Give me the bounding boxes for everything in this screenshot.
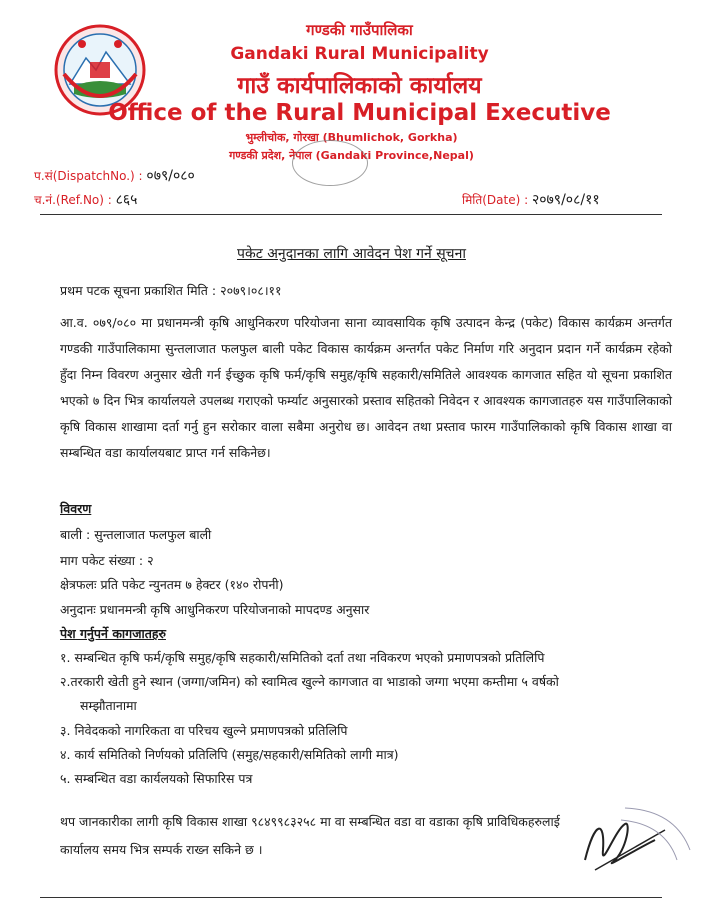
office-name-nepali: गाउँ कार्यपालिकाको कार्यालय (237, 73, 482, 99)
dispatch-number-label: प.सं(DispatchNo.) : (34, 169, 143, 183)
document-item: ३. निवेदकको नागरिकता वा परिचय खुल्ने प्रमाणपत्रको प्रतिलिपि (60, 723, 348, 738)
document-item: ४. कार्य समितिको निर्णयको प्रतिलिपि (समुह/सहकारी/समितिको लागी मात्र) (60, 747, 399, 762)
office-name-english: Office of the Rural Municipal Executive (108, 100, 611, 126)
date-label: मिति(Date) : (462, 193, 529, 207)
officer-signature-stamp (565, 800, 695, 880)
footer-divider (40, 897, 662, 898)
address-line-1: भुम्लीचोक, गोरखा (Bhumlichok, Gorkha) (245, 131, 458, 144)
address-line-2: गण्डकी प्रदेश, नेपाल (Gandaki Province,Nepal) (229, 149, 474, 162)
notice-body: आ.व. ०७९/०८० मा प्रधानमन्त्री कृषि आधुनिकरण परियोजना साना व्यावसायिक कृषि उत्पादन केन्द्र (पकेट) विकास कार्यक्रम अन्तर्गत गण्डकी गाउँपालिकामा सुन्तलाजात फलफुल बाली पकेट विकास कार्यक्रम अन्तर्गत पकेट निर्माण गरि अनुदान प्रदान गर्ने कार्यक्रम रहेको हुँदा निम्न विवरण अनुसार खेती गर्न ईच्छुक कृषि फर्म/कृषि समुह/कृषि सहकारी/समितिले आवश्यक कागजात सहित यो सूचना प्रकाशित भएको ७ दिन भित्र कार्यालयले उपलब्ध गराएको फर्म्याट अनुसारको प्रस्ताव सहितको निवेदन र आवश्यक कागजातहरु यस गाउँपालिकाको कृषि विकास शाखामा दर्ता गर्नु हुन सरोकार वाला सबैमा अनुरोध छ। आवेदन तथा प्रस्ताव फारम गाउँपालिकाको कृषि विकास शाखा वा सम्बन्धित वडा कार्यालयबाट प्राप्त गर्न सकिनेछ। (60, 315, 672, 460)
documents-heading: पेश गर्नुपर्ने कागजातहरु (60, 626, 166, 641)
header-divider (40, 214, 662, 215)
office-seal-stamp (292, 140, 368, 186)
municipality-name-english: Gandaki Rural Municipality (230, 44, 489, 64)
document-item-continuation: सम्झौतानामा (80, 698, 137, 713)
municipality-name-nepali: गण्डकी गाउँपालिका (306, 21, 413, 39)
first-published-date: प्रथम पटक सूचना प्रकाशित मिति : २०७९।०८।११ (60, 283, 282, 298)
notice-title: पकेट अनुदानका लागि आवेदन पेश गर्ने सूचना (237, 246, 466, 262)
date-field (462, 190, 600, 209)
dispatch-number (34, 166, 195, 185)
contact-paragraph: थप जानकारीका लागी कृषि विकास शाखा ९८४९९८३२५८ मा वा सम्बन्धित वडा वा वडाका कृषि प्राविधिकहरुलाई कार्यालय समय भित्र सम्पर्क राख्न सकिने छ । (60, 814, 560, 857)
reference-number-label: च.नं.(Ref.No) : (34, 193, 112, 207)
document-item: १. सम्बन्धित कृषि फर्म/कृषि समुह/कृषि सहकारी/समितिको दर्ता तथा नविकरण भएको प्रमाणपत्रको प्रतिलिपि (60, 650, 545, 665)
document-item: २.तरकारी खेती हुने स्थान (जग्गा/जमिन) को स्वामित्व खुल्ने कागजात वा भाडाको जग्गा भएमा कम्तीमा ५ वर्षको (60, 674, 559, 689)
detail-crop: बाली : सुन्तलाजात फलफुल बाली (60, 527, 212, 542)
document-item: ५. सम्बन्धित वडा कार्यलयको सिफारिस पत्र (60, 771, 253, 786)
reference-number-value: ८६५ (115, 192, 138, 208)
detail-grant: अनुदानः प्रधानमन्त्री कृषि आधुनिकरण परियोजनाको मापदण्ड अनुसार (60, 602, 370, 617)
details-heading: विवरण (60, 501, 92, 516)
detail-area: क्षेत्रफलः प्रति पकेट न्युनतम ७ हेक्टर (१४० रोपनी) (60, 577, 284, 592)
dispatch-number-value: ०७९/०८० (146, 168, 195, 184)
reference-number (34, 190, 137, 209)
detail-pocket-count: माग पकेट संख्या : २ (60, 553, 154, 568)
date-value: २०७९/०८/११ (531, 192, 600, 208)
